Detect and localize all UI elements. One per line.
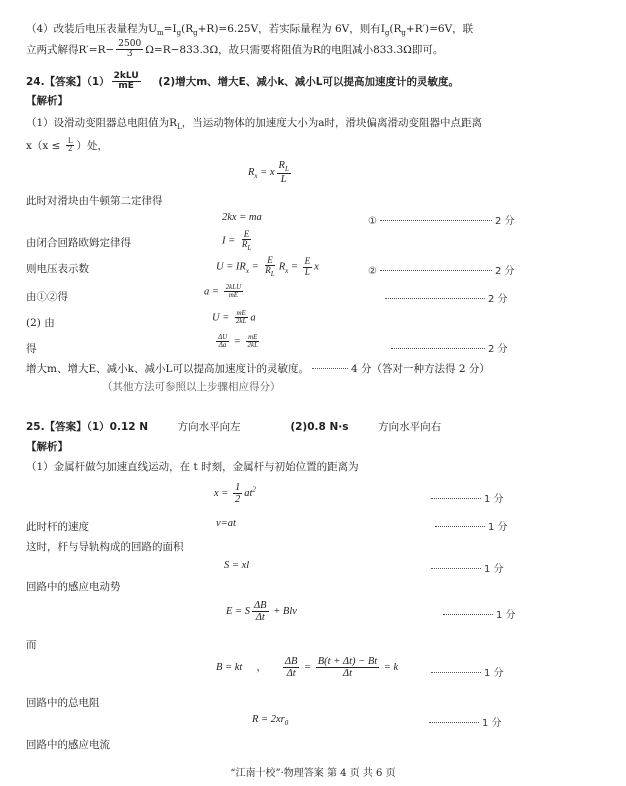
q25-para-4: 回路中的感应电动势 (26, 581, 121, 593)
q25-para-7: 回路中的感应电流 (26, 739, 110, 751)
eq-x: x = $\frac{1}{2}$ $at^2$ (214, 482, 256, 506)
q24-answer: 24.【答案】（1） $\frac{\text{2kLU}}{mE}$ (2)增大m、增大E、减小k、减小L可以提高加速度计的灵敏度。 (26, 71, 459, 92)
score-6: 1 分 (428, 490, 504, 505)
q24-para-2: x（x ≤ $\frac{L}{2}$ ）处， (26, 137, 108, 154)
score-7: 1 分 (432, 518, 508, 533)
q24-para-8: 得 (26, 343, 37, 355)
q25-para-3: 这时，杆与导轨构成的回路的面积 (26, 541, 184, 553)
score-1: ① 2 分 (368, 216, 515, 227)
q25-para-2: 此时杆的速度 (26, 521, 89, 533)
q24-para-1: （1）设滑动变阻器总电阻值为$R_L$，当运动物体的加速度大小为a时，滑块偏离滑动变阻器中点距离 (26, 117, 483, 132)
q23-line-2: 立两式解得R′=R− $\frac{2500}{3}$ Ω=R−833.3Ω，故只需要将阻值为R的电阻减小833.3Ω即可。 (26, 39, 444, 60)
eq-a: a = $\frac{\text{2kLU}}{mE}$ (204, 283, 242, 300)
eq-r: $R = 2xr_0$ (252, 714, 289, 728)
score-4: 2 分 (388, 340, 508, 355)
eq-2kx: 2kx = ma (222, 212, 262, 223)
score-8: 1 分 (428, 560, 504, 575)
q25-answer: 25.【答案】（1）0.12 N 方向水平向左 (2)0.8 N·s 方向水平向右 (26, 421, 442, 433)
q24-note: （其他方法可参照以上步骤相应得分） (102, 381, 281, 393)
score-3: 2 分 (382, 290, 508, 305)
eq-du: $\frac{\Delta U}{\Delta a}$ = $\frac{mE}{2kL}$ (218, 333, 259, 350)
score-9: 1 分 (440, 606, 516, 621)
eq-u2: U = $\frac{mE}{2kL}$ a (212, 309, 256, 326)
analysis-heading-24: 【解析】 (26, 95, 68, 107)
q24-para-5: 则电压表示数 (26, 263, 89, 275)
q25-para-1: （1）金属杆做匀加速直线运动，在 t 时刻，金属杆与初始位置的距离为 (26, 461, 359, 473)
q23-line-1: （4）改装后电压表量程为$U_m=I_g(R_g+R)=6.25V$，若实际量程为 6V，则有$I_g(R_g+R')=6V$，联 (26, 23, 474, 38)
eq-i: I = $\frac{E}{R_L}$ (222, 229, 252, 253)
q24-para-3: 此时对滑块由牛顿第二定律得 (26, 195, 163, 207)
page-footer: “江南十校”·物理答案 第 4 页 共 6 页 (230, 768, 396, 779)
eq-e: E = S $\frac{\Delta B}{\Delta t}$ + Blv (226, 600, 297, 624)
score-10: 1 分 (428, 664, 504, 679)
eq-u: $U = IR_x$ = $\frac{E}{R_L}$ $R_x$ = $\frac{E}{L}$ x (216, 255, 319, 279)
eq-rx: $R_x = x$ $\frac{R_L}{L}$ (248, 160, 289, 186)
q25-para-6: 回路中的总电阻 (26, 697, 100, 709)
q24-para-6: 由①②得 (26, 291, 68, 303)
eq-v: v=at (216, 518, 236, 529)
q24-para-9: 增大m、增大E、减小k、减小L可以提高加速度计的灵敏度。 4 分（答对一种方法得 2 分） (26, 363, 490, 375)
q25-para-5: 而 (26, 639, 37, 651)
eq-s: S = xl (224, 560, 250, 571)
score-11: 1 分 (426, 714, 502, 729)
q24-para-7: (2) 由 (26, 317, 55, 329)
score-2: ② 2 分 (368, 266, 515, 277)
q24-para-4: 由闭合回路欧姆定律得 (26, 237, 131, 249)
eq-b: B = kt ， $\frac{\Delta B}{\Delta t}$ = $\frac{B(t + \Delta t) - Bt}{\Delta t}$ = k (216, 656, 399, 680)
analysis-heading-25: 【解析】 (26, 441, 68, 453)
